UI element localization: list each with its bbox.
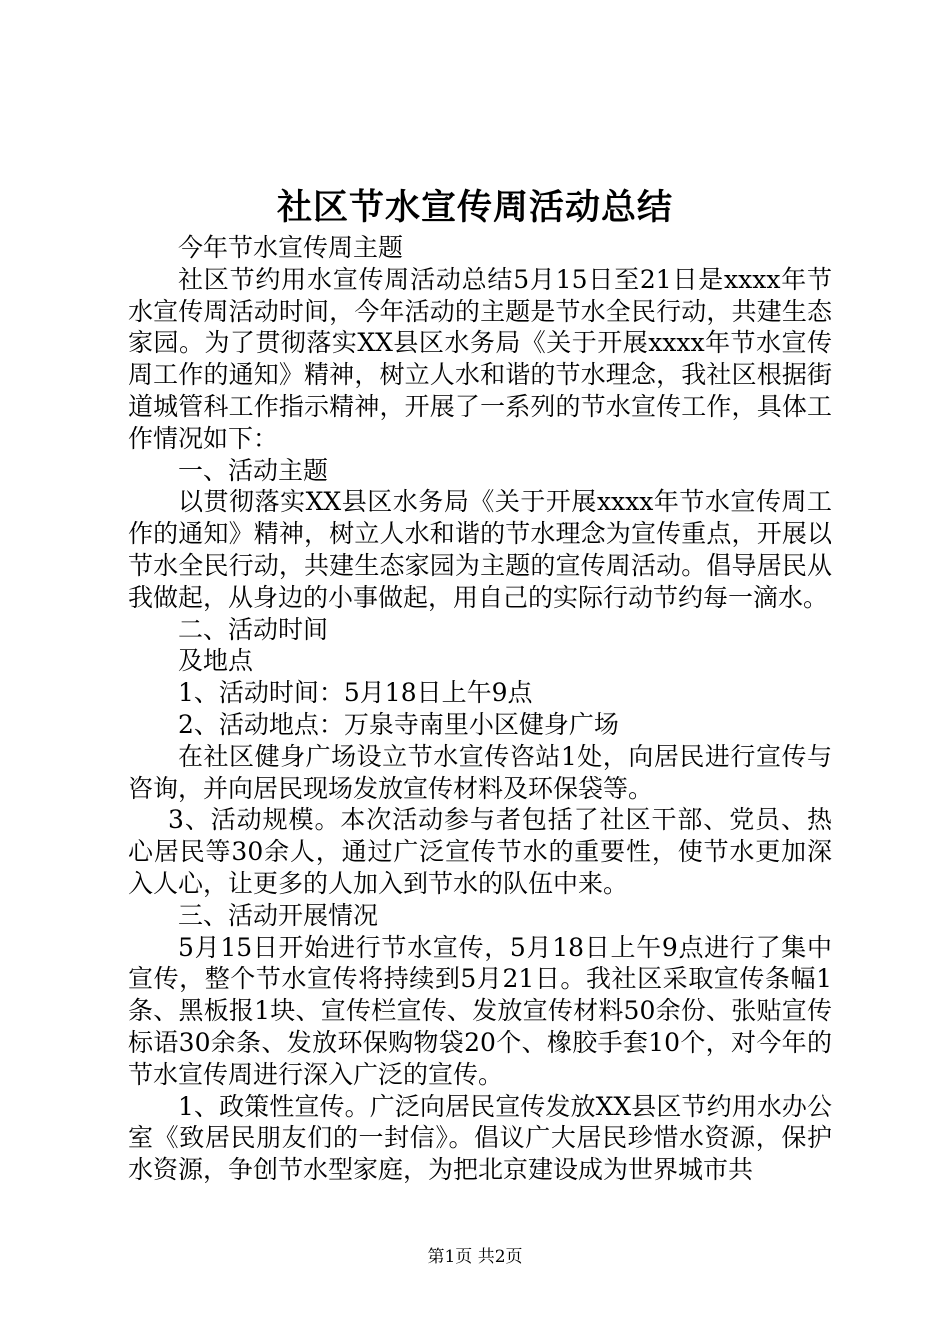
section-heading: 二、活动时间 xyxy=(178,614,329,644)
paragraph: 3、活动规模。本次活动参与者包括了社区干部、党员、热心居民等30余人，通过广泛宣传节水的重要性，使节水更加深入人心，让更多的人加入到节水的队伍中来。 xyxy=(128,805,832,898)
paragraph: 及地点 xyxy=(178,646,254,676)
paragraph: 在社区健身广场设立节水宣传咨站1处，向居民进行宣传与咨询，并向居民现场发放宣传材料及环保袋等。 xyxy=(128,741,832,803)
section-heading: 三、活动开展情况 xyxy=(178,900,379,930)
document-body xyxy=(128,232,832,1186)
paragraph: 1、活动时间：5月18日上午9点 xyxy=(178,678,533,708)
paragraph: 2、活动地点：万泉寺南里小区健身广场 xyxy=(178,709,619,739)
paragraph: 以贯彻落实XX县区水务局《关于开展xxxx年节水宣传周工作的通知》精神，树立人水和谐的节水理念为宣传重点，开展以节水全民行动，共建生态家园为主题的宣传周活动。倡导居民从我做起，从身边的小事做起，用自己的实际行动节约每一滴水。 xyxy=(128,487,832,612)
page-footer: 第1页 共2页 xyxy=(427,1247,523,1267)
paragraph: 5月15日开始进行节水宣传，5月18日上午9点进行了集中宣传，整个节水宣传将持续到5月21日。我社区采取宣传条幅1条、黑板报1块、宣传栏宣传、发放宣传材料50余份、张贴宣传标语30余条、发放环保购物袋20个、橡胶手套10个，对今年的节水宣传周进行深入广泛的宣传。 xyxy=(128,932,832,1089)
paragraph: 1、政策性宣传。广泛向居民宣传发放XX县区节约用水办公室《致居民朋友们的一封信》。倡议广大居民珍惜水资源，保护水资源，争创节水型家庭，为把北京建设成为世界城市共 xyxy=(128,1091,832,1185)
section-heading: 一、活动主题 xyxy=(178,455,329,485)
paragraph: 社区节约用水宣传周活动总结5月15日至21日是xxxx年节水宣传周活动时间，今年活动的主题是节水全民行动，共建生态家园。为了贯彻落实XX县区水务局《关于开展xxxx年节水宣传周工作的通知》精神，树立人水和谐的节水理念，我社区根据街道城管科工作指示精神，开展了一系列的节水宣传工作，具体工作情况如下： xyxy=(128,264,832,453)
paragraph: 今年节水宣传周主题 xyxy=(178,233,404,262)
document-title: 社区节水宣传周活动总结 xyxy=(276,187,673,228)
